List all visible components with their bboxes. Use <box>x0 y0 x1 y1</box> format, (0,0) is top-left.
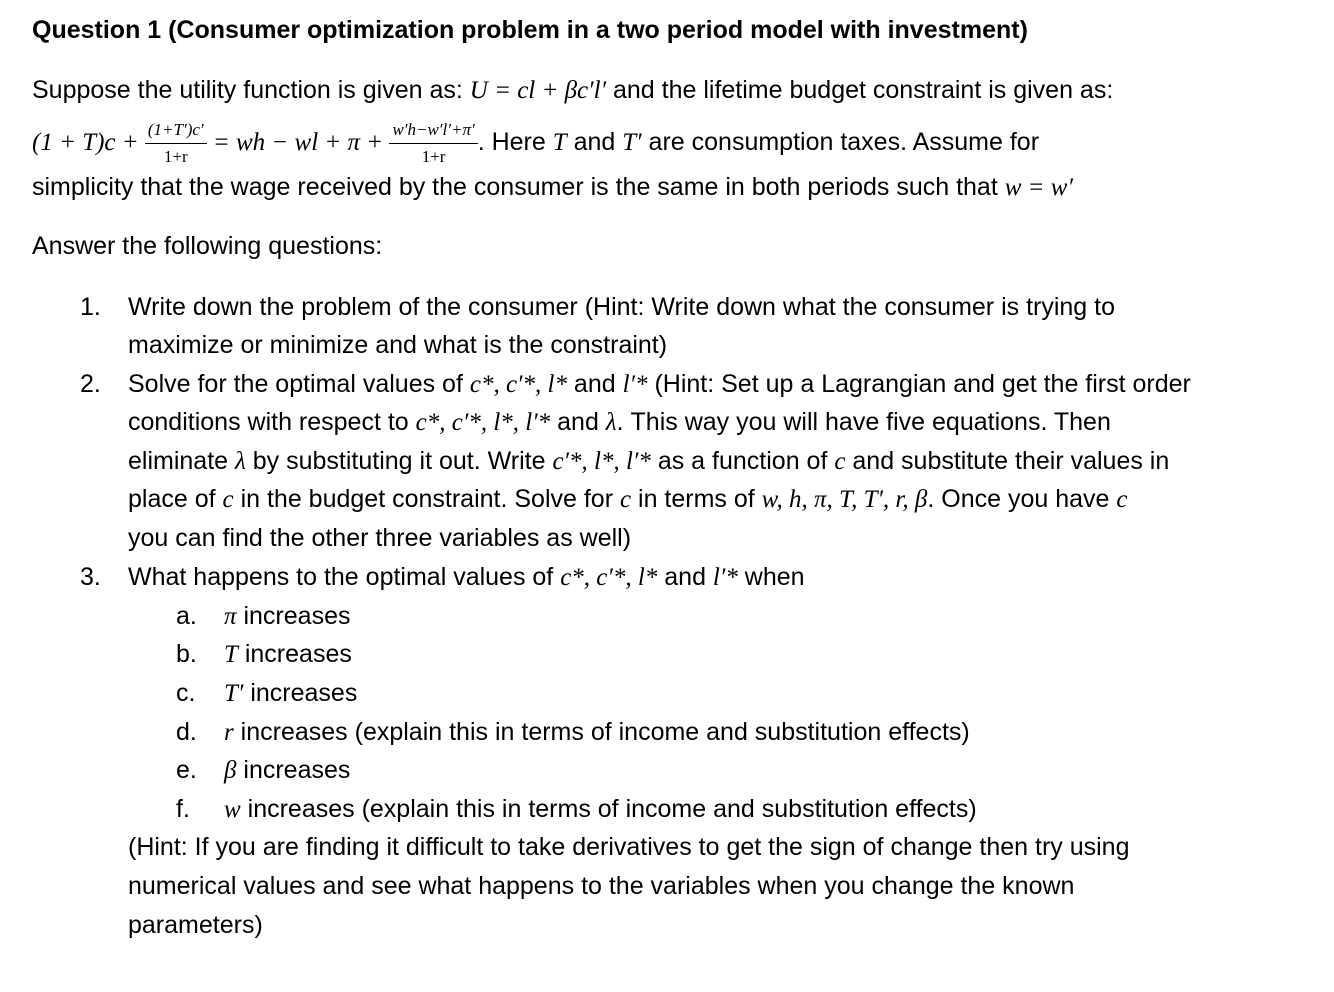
math-var: β <box>224 757 237 784</box>
math-expression: l′* <box>622 371 648 398</box>
math-var: T′ <box>224 680 244 707</box>
math-expression: c′*, l*, l′* <box>552 448 651 475</box>
item-2-line-2 <box>128 408 1111 437</box>
item-number: 3. <box>80 563 101 591</box>
intro-text: . Here <box>477 128 553 156</box>
hint-line-2: numerical values and see what happens to the variables when you change the known <box>128 872 1075 900</box>
item-text: when <box>737 563 805 591</box>
utility-function: U = cl + βc′l′ <box>469 77 607 104</box>
question-title: Question 1 (Consumer optimization problem in a two period model with investment) <box>32 16 1028 44</box>
math-expression: c <box>834 448 846 475</box>
math-expression: c*, c′*, l* <box>469 371 567 398</box>
math-expression: w, h, π, T, T′, r, β <box>761 486 928 513</box>
item-2-line-5: you can find the other three variables as well) <box>128 524 632 552</box>
item-2-line-4 <box>128 485 1127 514</box>
item-2-line-1 <box>128 370 1191 399</box>
item-text: eliminate <box>128 447 235 475</box>
item-number: 2. <box>80 370 101 398</box>
subitem-f <box>224 795 977 824</box>
item-2-line-3 <box>128 447 1169 476</box>
budget-rhs: = wh − wl + π + <box>206 129 390 156</box>
math-expression: λ <box>605 409 617 436</box>
budget-constraint-line <box>32 114 1039 170</box>
subitem-letter: b. <box>176 640 197 668</box>
item-text: by substituting it out. Write <box>245 447 553 475</box>
item-text: What happens to the optimal values of <box>128 563 561 591</box>
hint-line-1: (Hint: If you are finding it difficult to take derivatives to get the sign of change then try using <box>128 833 1130 861</box>
math-expression: c <box>619 486 632 513</box>
subitem-letter: a. <box>176 602 197 630</box>
item-text: in the budget constraint. Solve for <box>233 485 620 513</box>
math-expression: l′* <box>712 564 738 591</box>
subitem-text: increases (explain this in terms of income and substitution effects) <box>240 795 977 823</box>
item-number: 1. <box>80 293 101 321</box>
budget-fraction-2 <box>389 120 477 167</box>
fraction-denominator: 1+r <box>421 146 446 166</box>
item-text: (Hint: Set up a Lagrangian and get the first order <box>647 370 1191 398</box>
item-text: and <box>550 408 606 436</box>
intro-text: and <box>566 128 623 156</box>
subitem-letter: f. <box>176 795 190 823</box>
intro-text: are consumption taxes. Assume for <box>641 128 1040 156</box>
fraction-numerator: (1+T′)c′ <box>145 120 207 144</box>
answer-heading: Answer the following questions: <box>32 232 383 260</box>
item-text: in terms of <box>631 485 762 513</box>
subitem-letter: d. <box>176 718 197 746</box>
item-text: place of <box>128 485 223 513</box>
math-var: r <box>224 719 234 746</box>
math-expression: c*, c′*, l* <box>560 564 658 591</box>
item-text: and substitute their values in <box>845 447 1170 475</box>
subitem-text: increases (explain this in terms of income and substitution effects) <box>233 718 970 746</box>
item-text: as a function of <box>650 447 835 475</box>
math-var: T <box>224 641 238 668</box>
subitem-letter: c. <box>176 679 196 707</box>
math-var: π <box>224 603 237 630</box>
math-expression: c <box>1116 486 1128 513</box>
subitem-b <box>224 640 352 669</box>
item-1-line-1: Write down the problem of the consumer (Hint: Write down what the consumer is trying to <box>128 293 1115 321</box>
item-text: conditions with respect to <box>128 408 416 436</box>
subitem-text: increases <box>236 756 351 784</box>
item-text: and <box>657 563 713 591</box>
math-expression: c <box>222 486 234 513</box>
math-var: T′ <box>622 129 642 156</box>
item-text: . Once you have <box>927 485 1117 513</box>
fraction-denominator: 1+r <box>163 146 188 166</box>
subitem-c <box>224 679 357 708</box>
wage-equality: w = w′ <box>1004 174 1073 201</box>
intro-text: and the lifetime budget constraint is given as: <box>606 76 1114 104</box>
math-expression: λ <box>235 448 246 475</box>
fraction-numerator: w′h−w′l′+π′ <box>389 120 477 144</box>
intro-text: simplicity that the wage received by the consumer is the same in both periods such that <box>32 173 1005 201</box>
item-3-line-1 <box>128 563 805 592</box>
budget-lhs: (1 + T)c + <box>32 129 145 156</box>
intro-text: Suppose the utility function is given as: <box>32 76 470 104</box>
subitem-a <box>224 602 350 631</box>
intro-line-3 <box>32 173 1073 202</box>
intro-line-1 <box>32 76 1113 105</box>
hint-line-3: parameters) <box>128 911 263 939</box>
math-var: w <box>224 796 241 823</box>
subitem-text: increases <box>237 640 352 668</box>
item-text: Solve for the optimal values of <box>128 370 470 398</box>
subitem-d <box>224 718 970 747</box>
item-1-line-2: maximize or minimize and what is the constraint) <box>128 331 668 359</box>
budget-fraction-1 <box>145 120 207 167</box>
subitem-text: increases <box>243 679 358 707</box>
item-text: and <box>566 370 623 398</box>
subitem-e <box>224 756 350 785</box>
subitem-letter: e. <box>176 756 197 784</box>
subitem-text: increases <box>236 602 351 630</box>
math-expression: c*, c′*, l*, l′* <box>415 409 551 436</box>
math-var: T <box>552 129 567 156</box>
item-text: . This way you will have five equations. Then <box>616 408 1111 436</box>
